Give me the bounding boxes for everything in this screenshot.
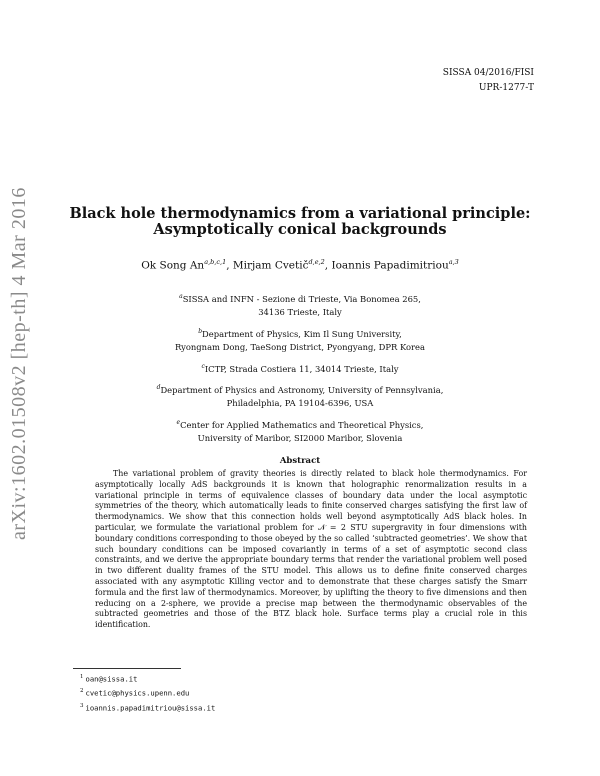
affiliation-mark: b xyxy=(198,327,203,335)
author-name: Mirjam Cvetič xyxy=(232,259,309,272)
author-marks: a,3 xyxy=(448,258,459,266)
author-marks: d,e,2 xyxy=(308,258,325,266)
arxiv-stamp: arXiv:1602.01508v2 [hep-th] 4 Mar 2016 xyxy=(8,187,30,540)
title-line: Asymptotically conical backgrounds xyxy=(153,221,447,238)
paper-title xyxy=(0,206,600,238)
footnote-email[interactable]: cvetic@physics.upenn.edu xyxy=(85,688,190,698)
preprint-numbers xyxy=(443,66,534,96)
author-name: Ioannis Papadimitriou xyxy=(331,259,449,272)
affiliation-line: Department of Physics and Astronomy, University of Pennsylvania, xyxy=(160,385,444,396)
footnotes xyxy=(80,671,215,714)
affiliation-mark: c xyxy=(201,362,205,370)
affiliation-line: Ryongnam Dong, TaeSong District, Pyongyang, DPR Korea xyxy=(174,341,426,352)
affiliation-line: Philadelphia, PA 19104-6396, USA xyxy=(226,398,374,409)
affiliation xyxy=(0,381,600,410)
affiliation-line: Department of Physics, Kim Il Sung University, xyxy=(202,328,402,339)
footnote-email[interactable]: ioannis.papadimitriou@sissa.it xyxy=(85,703,216,713)
author-marks: a,b,c,1 xyxy=(204,258,227,266)
preprint-number: SISSA 04/2016/FISI xyxy=(442,68,534,78)
abstract-heading: Abstract xyxy=(279,456,321,466)
affiliation xyxy=(0,290,600,319)
affiliation-mark: d xyxy=(156,384,161,392)
title-line: Black hole thermodynamics from a variational principle: xyxy=(69,205,531,222)
footnote xyxy=(80,700,215,714)
affiliations xyxy=(0,290,600,451)
affiliation xyxy=(0,360,600,376)
affiliation-mark: e xyxy=(176,419,181,427)
preprint-number: UPR-1277-T xyxy=(478,83,534,93)
author-list: Ok Song An$^{a,b,c,1}$, Mirjam Cvetič$^{d,e,2}$, Ioannis Papadimitriou$^{a,3}$ xyxy=(141,258,459,272)
footnote-mark: 2 xyxy=(80,688,84,695)
affiliation-line: University of Maribor, SI2000 Maribor, Slovenia xyxy=(197,432,403,443)
affiliation xyxy=(0,416,600,445)
affiliation xyxy=(0,325,600,354)
footnote-mark: 1 xyxy=(80,674,84,680)
affiliation-mark: a xyxy=(179,293,183,300)
affiliation-line: 34136 Trieste, Italy xyxy=(258,306,342,317)
affiliation-line: ICTP, Strada Costiera 11, 34014 Trieste, Italy xyxy=(204,363,399,374)
footnote-rule xyxy=(73,668,181,669)
footnote xyxy=(80,685,215,699)
abstract-text: The variational problem of gravity theories is directly related to black hole thermodynamics. For asymptotically locally AdS backgrounds it is known that holographic renormalization results in a variational principle in terms of equivalence classes of boundary data under the local asymptotic symmetries of the theory, which automatically leads to finite conserved charges satisfying the first law of thermodynamics. We show that this connection holds well beyond asymptotically AdS black holes. In particular, we formulate the variational problem for 𝒩 = 2 STU supergravity in four dimensions with boundary conditions corresponding to those obeyed by the so called ‘subtracted geometries’. We show that such boundary conditions can be imposed covariantly in terms of a set of asymptotic second class constraints, and we derive the appropriate boundary terms that render the variational problem well posed in two different duality frames of the STU model. This allows us to define finite conserved charges associated with any asymptotic Killing vector and to demonstrate that these charges satisfy the Smarr formula and the first law of thermodynamics. Moreover, by uplifting the theory to five dimensions and then reducing on a 2-sphere, we provide a precise map between the thermodynamic observables of the subtracted geometries and those of the BTZ black hole. Surface terms play a crucial role in this identification. xyxy=(95,469,527,630)
footnote xyxy=(80,671,215,685)
author-name: Ok Song An xyxy=(141,259,205,272)
affiliation-line: Center for Applied Mathematics and Theoretical Physics, xyxy=(180,419,424,430)
affiliation-line: SISSA and INFN - Sezione di Trieste, Via Bonomea 265, xyxy=(182,293,421,304)
footnote-email[interactable]: oan@sissa.it xyxy=(85,674,138,684)
footnote-mark: 3 xyxy=(80,702,84,709)
